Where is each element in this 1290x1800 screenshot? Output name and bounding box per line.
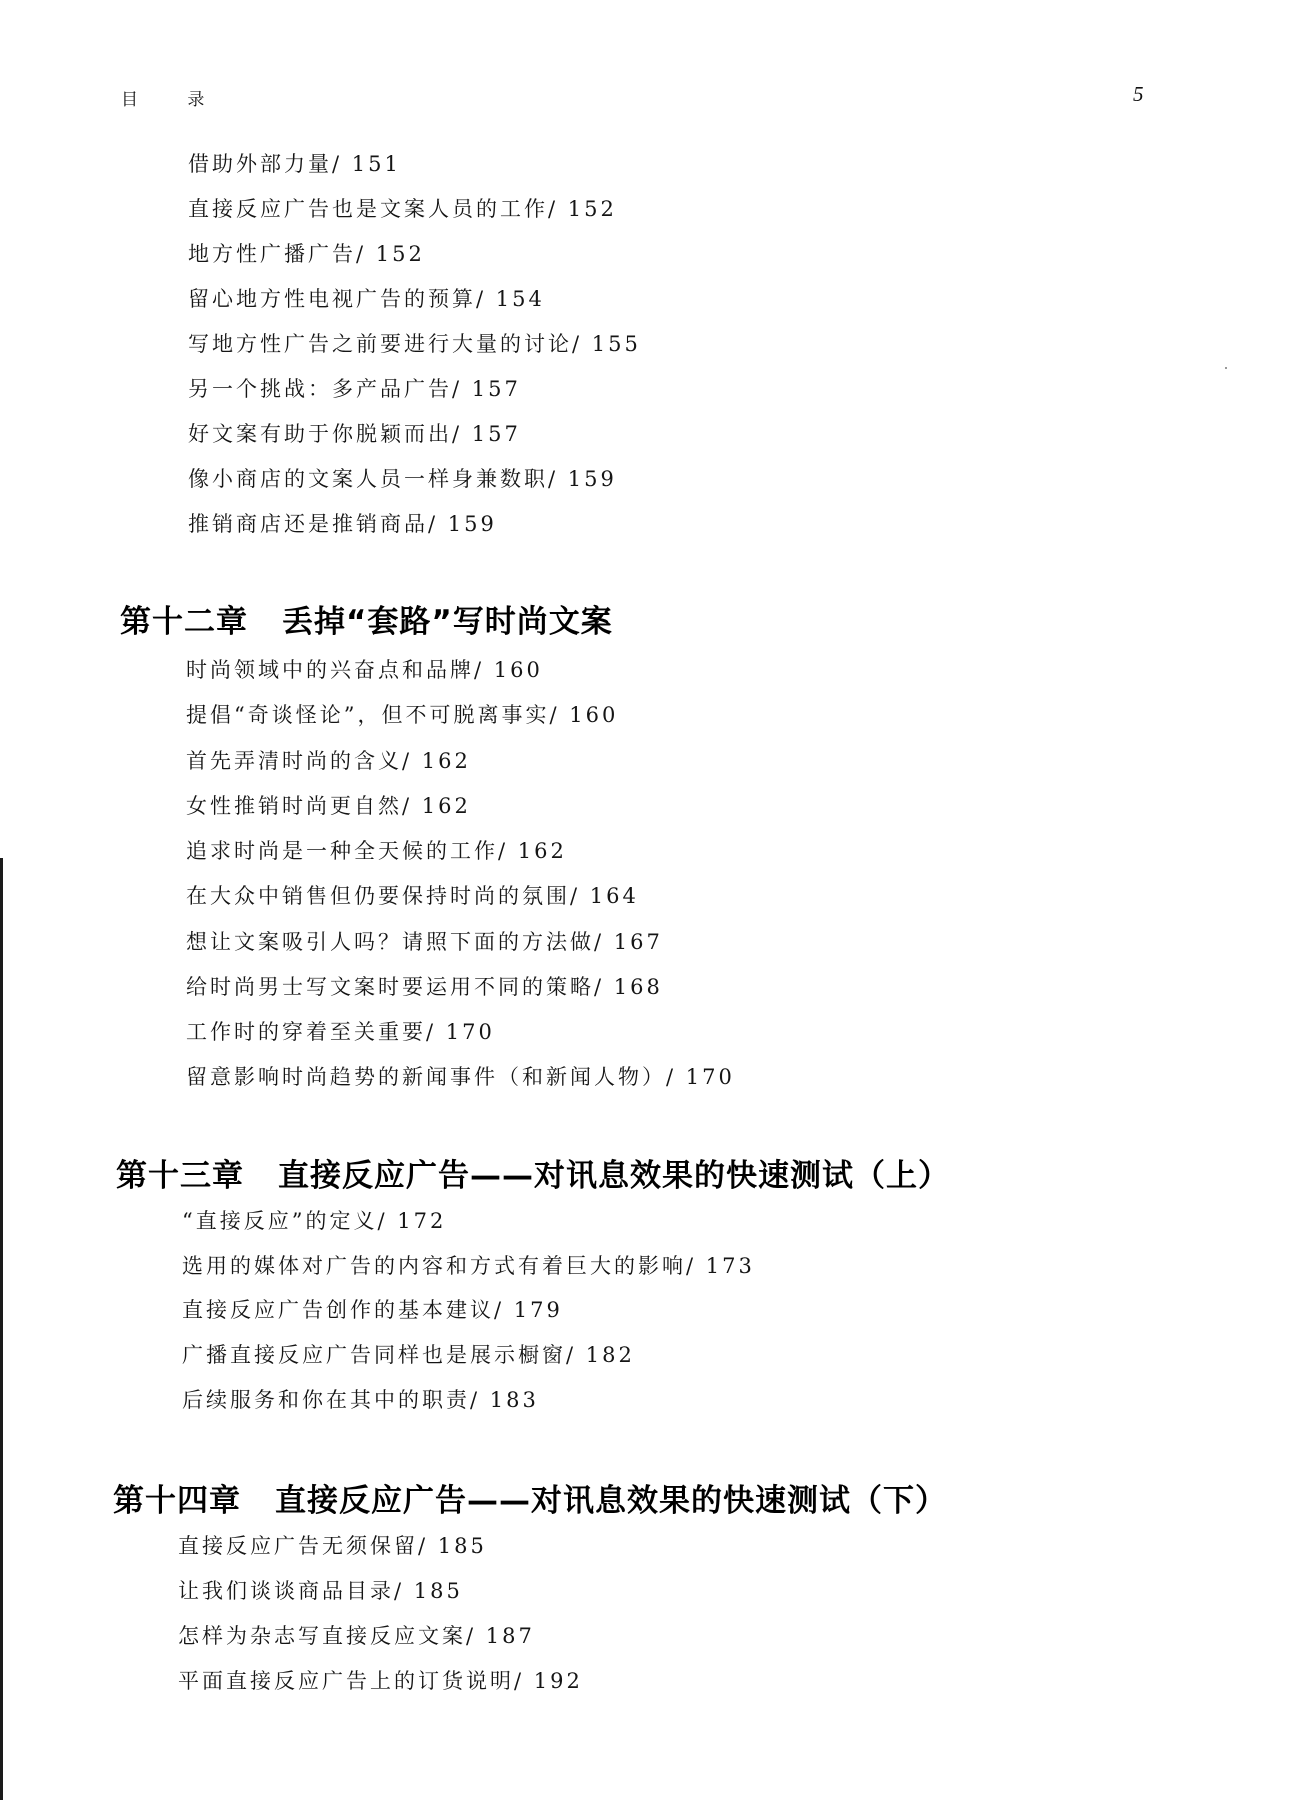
chapter-number: 第十二章 <box>120 604 248 640</box>
toc-entry: 推销商店还是推销商品/ 159 <box>188 512 497 536</box>
toc-entry: 女性推销时尚更自然/ 162 <box>186 794 471 818</box>
toc-entry: 提倡“奇谈怪论”，但不可脱离事实/ 160 <box>186 703 619 727</box>
toc-entry: 像小商店的文案人员一样身兼数职/ 159 <box>188 467 617 491</box>
chapter-13-heading <box>116 1150 950 1195</box>
toc-entry: “直接反应”的定义/ 172 <box>182 1209 447 1233</box>
toc-entry: 直接反应广告也是文案人员的工作/ 152 <box>188 197 617 221</box>
toc-entry: 地方性广播广告/ 152 <box>188 242 425 266</box>
toc-entry: 写地方性广告之前要进行大量的讨论/ 155 <box>188 332 641 356</box>
toc-entry: 时尚领域中的兴奋点和品牌/ 160 <box>186 658 543 682</box>
toc-entry: 想让文案吸引人吗？请照下面的方法做/ 167 <box>186 930 663 954</box>
chapter-title: 直接反应广告——对讯息效果的快速测试（上） <box>278 1158 950 1194</box>
scan-speck <box>1225 367 1227 369</box>
toc-entry: 直接反应广告无须保留/ 185 <box>178 1534 487 1558</box>
toc-entry: 直接反应广告创作的基本建议/ 179 <box>182 1298 563 1322</box>
chapter-14-heading <box>113 1475 947 1520</box>
toc-entry: 后续服务和你在其中的职责/ 183 <box>182 1388 539 1412</box>
toc-entry: 好文案有助于你脱颖而出/ 157 <box>188 422 521 446</box>
toc-entry: 借助外部力量/ 151 <box>188 152 401 176</box>
chapter-title: 丢掉“套路”写时尚文案 <box>282 604 613 640</box>
chapter-title: 直接反应广告——对讯息效果的快速测试（下） <box>275 1483 947 1519</box>
toc-entry: 留意影响时尚趋势的新闻事件（和新闻人物）/ 170 <box>186 1065 735 1089</box>
toc-entry: 选用的媒体对广告的内容和方式有着巨大的影响/ 173 <box>182 1254 755 1278</box>
chapter-number: 第十三章 <box>116 1158 244 1194</box>
scan-edge-line <box>0 858 3 1800</box>
toc-entry: 平面直接反应广告上的订货说明/ 192 <box>178 1669 583 1693</box>
toc-entry: 广播直接反应广告同样也是展示橱窗/ 182 <box>182 1343 635 1367</box>
chapter-number: 第十四章 <box>113 1483 241 1519</box>
toc-entry: 给时尚男士写文案时要运用不同的策略/ 168 <box>186 975 663 999</box>
page-number: 5 <box>1133 82 1144 106</box>
toc-entry: 怎样为杂志写直接反应文案/ 187 <box>178 1624 535 1648</box>
toc-entry: 追求时尚是一种全天候的工作/ 162 <box>186 839 567 863</box>
toc-entry: 首先弄清时尚的含义/ 162 <box>186 749 471 773</box>
running-header: 目 录 <box>121 90 227 110</box>
toc-entry: 工作时的穿着至关重要/ 170 <box>186 1020 495 1044</box>
toc-entry: 留心地方性电视广告的预算/ 154 <box>188 287 545 311</box>
toc-entry: 在大众中销售但仍要保持时尚的氛围/ 164 <box>186 884 639 908</box>
toc-entry: 让我们谈谈商品目录/ 185 <box>178 1579 463 1603</box>
toc-entry: 另一个挑战：多产品广告/ 157 <box>188 377 521 401</box>
chapter-12-heading <box>120 596 613 641</box>
